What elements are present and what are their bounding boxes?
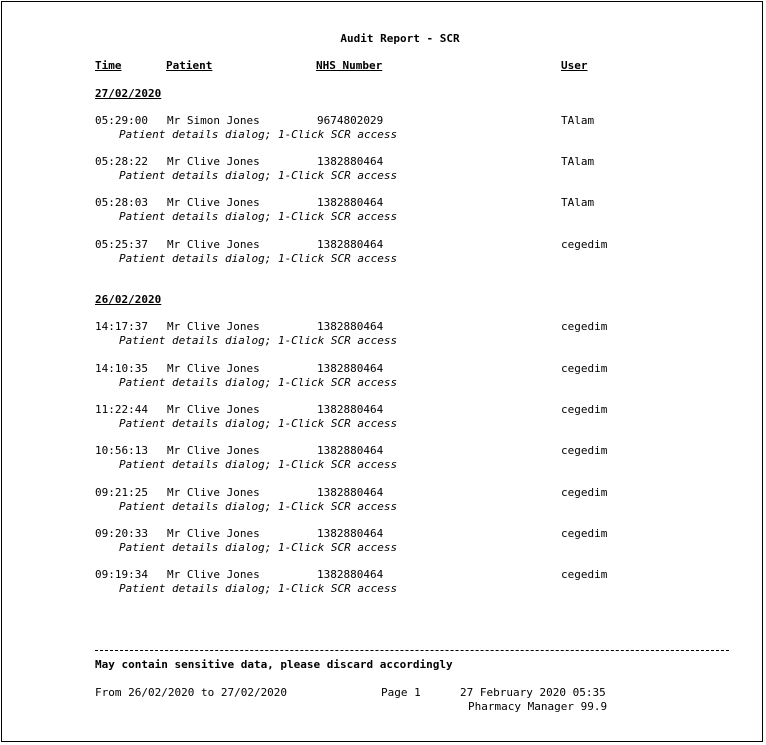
page-number: Page 1	[381, 686, 421, 699]
entry-nhs-number: 9674802029	[317, 114, 384, 127]
entry-patient: Mr Simon Jones	[167, 114, 260, 127]
entry-nhs-number: 1382880464	[317, 238, 384, 251]
entry-user: cegedim	[561, 568, 608, 581]
entry-description: Patient details dialog; 1-Click SCR access	[119, 500, 398, 513]
report-title: Audit Report - SCR	[340, 32, 460, 45]
entry-user: cegedim	[561, 320, 608, 333]
entry-time: 09:21:25	[95, 486, 148, 499]
entry-description: Patient details dialog; 1-Click SCR access	[119, 458, 398, 471]
entry-nhs-number: 1382880464	[317, 403, 384, 416]
entry-time: 09:19:34	[95, 568, 148, 581]
entry-user: cegedim	[561, 403, 608, 416]
entry-time: 05:28:22	[95, 155, 148, 168]
audit-entry	[95, 444, 735, 474]
entry-description: Patient details dialog; 1-Click SCR access	[119, 541, 398, 554]
audit-entry	[95, 486, 735, 516]
entry-patient: Mr Clive Jones	[167, 320, 260, 333]
sensitive-data-notice: May contain sensitive data, please discard accordingly	[95, 658, 453, 671]
entry-nhs-number: 1382880464	[317, 444, 384, 457]
entry-user: TAlam	[561, 196, 595, 209]
entry-time: 09:20:33	[95, 527, 148, 540]
entry-patient: Mr Clive Jones	[167, 238, 260, 251]
entry-description: Patient details dialog; 1-Click SCR access	[119, 210, 398, 223]
audit-entry	[95, 114, 735, 144]
entry-time: 14:17:37	[95, 320, 148, 333]
entry-nhs-number: 1382880464	[317, 568, 384, 581]
entry-time: 05:25:37	[95, 238, 148, 251]
audit-entry	[95, 527, 735, 557]
entry-user: cegedim	[561, 238, 608, 251]
entry-nhs-number: 1382880464	[317, 196, 384, 209]
generated-timestamp: 27 February 2020 05:35	[460, 686, 606, 699]
entry-description: Patient details dialog; 1-Click SCR access	[119, 252, 398, 265]
entry-description: Patient details dialog; 1-Click SCR access	[119, 128, 398, 141]
entry-nhs-number: 1382880464	[317, 486, 384, 499]
entry-user: cegedim	[561, 362, 608, 375]
audit-entry	[95, 568, 735, 598]
entry-nhs-number: 1382880464	[317, 155, 384, 168]
audit-entry	[95, 155, 735, 185]
entry-time: 10:56:13	[95, 444, 148, 457]
entry-patient: Mr Clive Jones	[167, 196, 260, 209]
audit-entry	[95, 362, 735, 392]
application-version: Pharmacy Manager 99.9	[468, 700, 608, 713]
footer-divider	[95, 650, 729, 651]
entry-user: cegedim	[561, 527, 608, 540]
entry-time: 05:28:03	[95, 196, 148, 209]
entry-patient: Mr Clive Jones	[167, 444, 260, 457]
column-header-time: Time	[95, 59, 122, 72]
entry-patient: Mr Clive Jones	[167, 155, 260, 168]
audit-entry	[95, 196, 735, 226]
entry-time: 14:10:35	[95, 362, 148, 375]
date-group-heading: 27/02/2020	[95, 87, 162, 100]
entry-patient: Mr Clive Jones	[167, 527, 260, 540]
entry-user: TAlam	[561, 114, 595, 127]
column-header-user: User	[561, 59, 588, 72]
entry-patient: Mr Clive Jones	[167, 362, 260, 375]
entry-user: TAlam	[561, 155, 595, 168]
audit-entry	[95, 238, 735, 268]
column-header-patient: Patient	[166, 59, 213, 72]
entry-description: Patient details dialog; 1-Click SCR access	[119, 169, 398, 182]
entry-nhs-number: 1382880464	[317, 362, 384, 375]
entry-user: cegedim	[561, 444, 608, 457]
audit-entry	[95, 320, 735, 350]
entry-description: Patient details dialog; 1-Click SCR access	[119, 334, 398, 347]
entry-nhs-number: 1382880464	[317, 320, 384, 333]
date-group-heading: 26/02/2020	[95, 293, 162, 306]
entry-description: Patient details dialog; 1-Click SCR access	[119, 582, 398, 595]
audit-entry	[95, 403, 735, 433]
column-header-nhs-number: NHS Number	[316, 59, 383, 72]
report-page	[1, 1, 763, 742]
entry-nhs-number: 1382880464	[317, 527, 384, 540]
entry-patient: Mr Clive Jones	[167, 568, 260, 581]
entry-description: Patient details dialog; 1-Click SCR access	[119, 376, 398, 389]
entry-patient: Mr Clive Jones	[167, 486, 260, 499]
entry-user: cegedim	[561, 486, 608, 499]
report-date-range: From 26/02/2020 to 27/02/2020	[95, 686, 288, 699]
entry-description: Patient details dialog; 1-Click SCR access	[119, 417, 398, 430]
entry-patient: Mr Clive Jones	[167, 403, 260, 416]
entry-time: 11:22:44	[95, 403, 148, 416]
entry-time: 05:29:00	[95, 114, 148, 127]
